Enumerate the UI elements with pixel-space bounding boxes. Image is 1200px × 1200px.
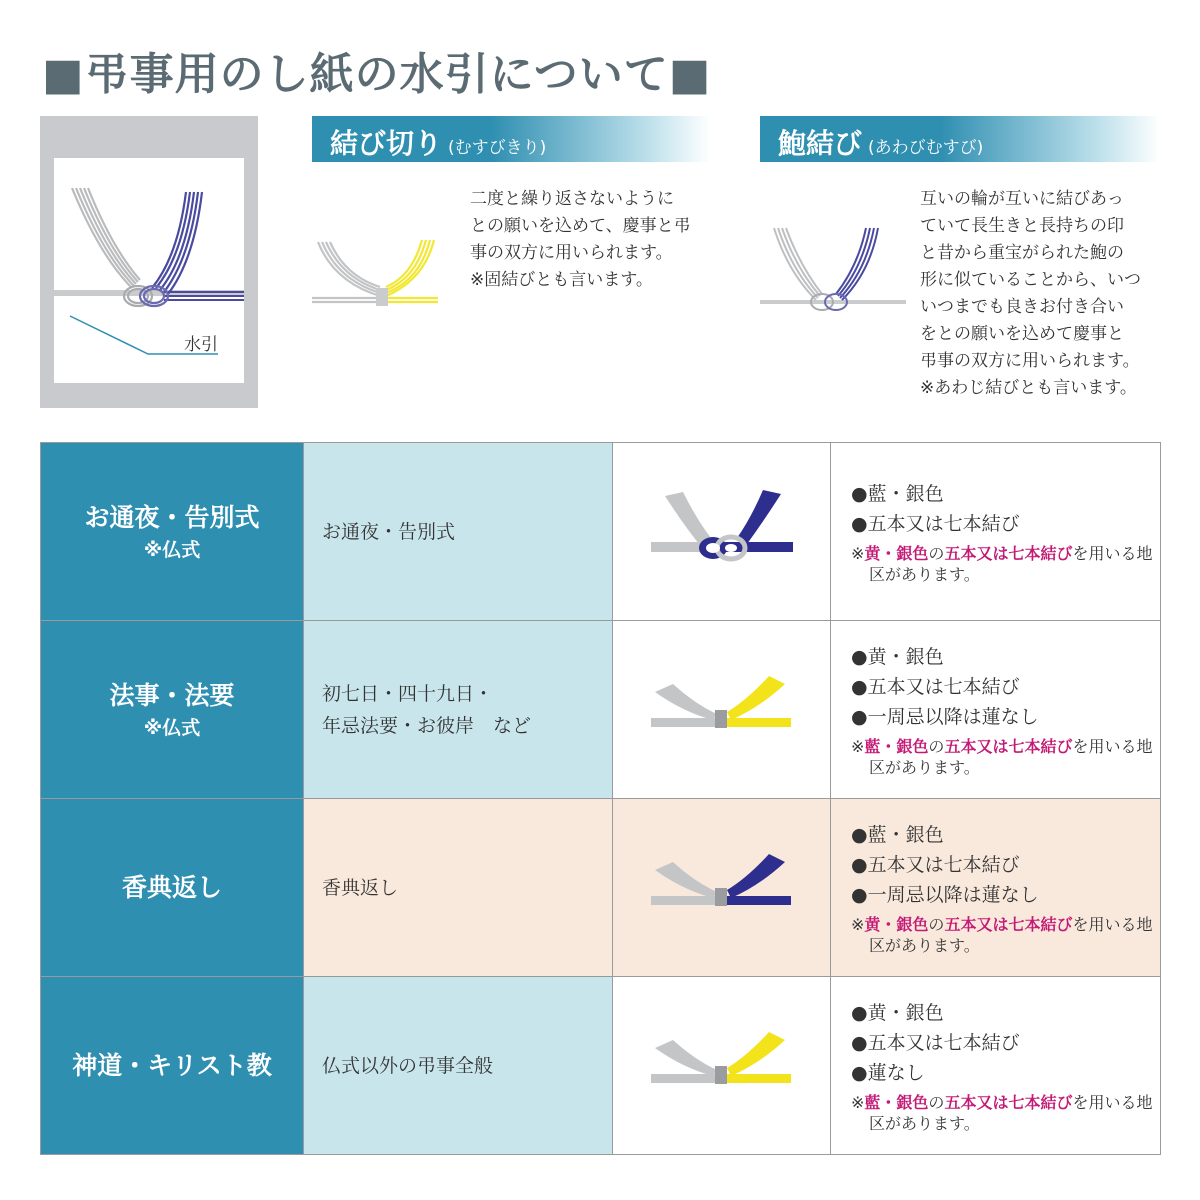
- rule-bullet: ●五本又は七本結び: [851, 853, 1020, 876]
- table-row: [41, 621, 1161, 799]
- table-row: [41, 977, 1161, 1155]
- rule-bullet: ●一周忌以降は蓮なし: [851, 705, 1039, 728]
- note-text: を用いる地区があります。: [869, 543, 1153, 584]
- musubikiri-reading: (むすびきり): [448, 138, 547, 158]
- awabi-header: [760, 116, 1160, 162]
- musubikiri-knot-icon: [312, 232, 452, 312]
- note-highlight: 五本又は七本結び: [944, 1092, 1073, 1112]
- regional-note: [851, 736, 1160, 778]
- rule-bullet: ●藍・銀色: [851, 823, 944, 846]
- category-label: 神道・キリスト教: [72, 1050, 272, 1080]
- occasion-cell: 初七日・四十九日・ 年忌法要・お彼岸 など: [304, 621, 613, 799]
- regional-note: [851, 1092, 1160, 1134]
- rule-bullet: ●五本又は七本結び: [851, 1031, 1020, 1054]
- mizuhiki-illustration: [40, 116, 258, 408]
- awabi-description: 互いの輪が互いに結びあっ ていて長生きと長持ちの印 と昔から重宝がられた鮑の 形に似ていることから、いつ いつまでも良きお付き合い をとの願いを込めて慶事と 弔事の双方に用いられます。 ※あわじ結びとも言います。: [920, 189, 1141, 398]
- rule-cell: [831, 621, 1161, 799]
- regional-note: [851, 543, 1160, 585]
- usage-table: [40, 442, 1161, 1155]
- note-highlight: 黄・銀色: [864, 914, 929, 934]
- category-cell: [41, 799, 304, 977]
- rule-bullet: ●藍・銀色: [851, 482, 944, 505]
- note-text: を用いる地区があります。: [869, 914, 1153, 955]
- rule-bullet: ●一周忌以降は蓮なし: [851, 883, 1039, 906]
- occasion-cell: お通夜・告別式: [304, 443, 613, 621]
- awabi-reading: (あわびむすび): [868, 138, 984, 158]
- rule-bullet: ●蓮なし: [851, 1061, 925, 1084]
- note-text: ※: [851, 736, 865, 756]
- note-text: を用いる地区があります。: [869, 1092, 1153, 1133]
- knot-cell: [613, 443, 831, 621]
- rule-cell: [831, 977, 1161, 1155]
- category-sub: ※仏式: [143, 538, 201, 561]
- musubikiri-knot-icon: [647, 668, 797, 748]
- page-title: ■弔事用のし紙の水引について■: [42, 49, 712, 100]
- musubikiri-knot-icon: [647, 1024, 797, 1104]
- note-text: ※: [851, 543, 865, 563]
- category-label: 法事・法要: [109, 680, 235, 710]
- occasion-cell: 仏式以外の弔事全般: [304, 977, 613, 1155]
- note-text: の: [928, 1092, 945, 1112]
- rule-bullet: ●五本又は七本結び: [851, 512, 1020, 535]
- note-highlight: 藍・銀色: [864, 1092, 929, 1112]
- noshi-diagram: [40, 116, 258, 408]
- note-highlight: 五本又は七本結び: [944, 543, 1073, 563]
- note-text: の: [928, 543, 945, 563]
- category-cell: [41, 977, 304, 1155]
- musubikiri-description: 二度と繰り返さないように との願いを込めて、慶事と弔 事の双方に用いられます。 ※固結びとも言います。: [470, 189, 691, 290]
- note-highlight: 黄・銀色: [864, 543, 929, 563]
- awabi-knot-icon: [758, 222, 908, 322]
- mizuhiki-label: 水引: [184, 335, 218, 355]
- note-text: ※: [851, 1092, 865, 1112]
- awabi-name: 鮑結び: [778, 127, 863, 160]
- note-text: を用いる地区があります。: [869, 736, 1153, 777]
- musubikiri-header: [312, 116, 710, 162]
- rule-bullet: ●五本又は七本結び: [851, 675, 1020, 698]
- musubikiri-knot-icon: [647, 846, 797, 926]
- note-text: の: [928, 736, 945, 756]
- table-row: [41, 799, 1161, 977]
- rule-cell: [831, 443, 1161, 621]
- rule-cell: [831, 799, 1161, 977]
- knot-cell: [613, 799, 831, 977]
- table-row: [41, 443, 1161, 621]
- category-cell: [41, 443, 304, 621]
- rule-bullet: ●黄・銀色: [851, 645, 944, 668]
- note-text: の: [928, 914, 945, 934]
- category-sub: ※仏式: [143, 716, 201, 739]
- knot-cell: [613, 977, 831, 1155]
- note-highlight: 五本又は七本結び: [944, 736, 1073, 756]
- regional-note: [851, 914, 1160, 956]
- category-label: お通夜・告別式: [84, 502, 260, 532]
- category-label: 香典返し: [121, 872, 222, 902]
- knot-cell: [613, 621, 831, 799]
- awabi-knot-icon: [647, 490, 797, 570]
- note-highlight: 五本又は七本結び: [944, 914, 1073, 934]
- occasion-cell: 香典返し: [304, 799, 613, 977]
- category-cell: [41, 621, 304, 799]
- note-highlight: 藍・銀色: [864, 736, 929, 756]
- musubikiri-name: 結び切り: [330, 127, 443, 160]
- note-text: ※: [851, 914, 865, 934]
- rule-bullet: ●黄・銀色: [851, 1001, 944, 1024]
